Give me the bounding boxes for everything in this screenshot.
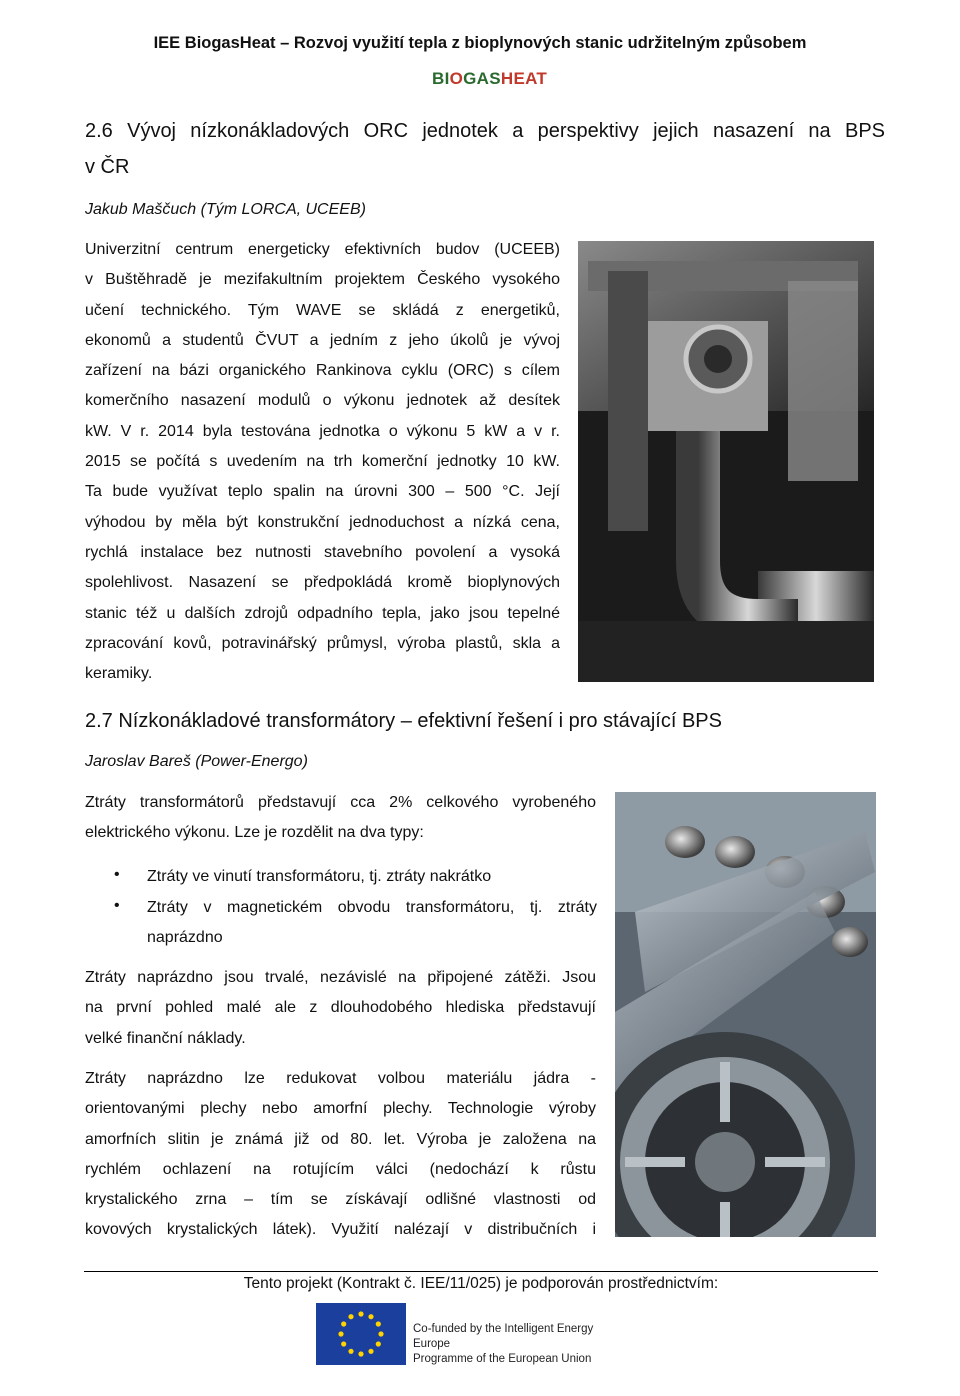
orc-unit-illustration	[578, 241, 874, 682]
eu-star	[341, 1321, 346, 1326]
eu-star	[338, 1331, 343, 1336]
orc-unit-photo	[578, 241, 874, 682]
text-line: učení technického. Tým WAVE se skládá z energetiků,	[85, 301, 560, 319]
bullet-icon: •	[114, 897, 120, 914]
section-2-7-paragraph-2	[85, 963, 596, 1054]
eu-star	[376, 1341, 381, 1346]
bullet-icon: •	[114, 866, 120, 883]
text-line: spolehlivost. Nasazení se předpokládá kromě bioplynových	[85, 574, 560, 592]
eu-cofunding-logo	[316, 1303, 606, 1365]
text-line: v Buštěhradě je mezifakultním projektem Českého vysokého	[85, 271, 560, 289]
eu-star	[341, 1341, 346, 1346]
text-line: zařízení na bázi organického Rankinova cyklu (ORC) s cílem	[85, 362, 560, 380]
bullet-item: Ztráty v magnetickém obvodu transformátoru, tj. ztráty	[147, 899, 597, 916]
document-header-title: IEE BiogasHeat – Rozvoj využití tepla z bioplynových stanic udržitelným způsobem	[153, 34, 807, 52]
eu-star	[368, 1349, 373, 1354]
text-line: Ztráty naprázdno lze redukovat volbou materiálu jádra -	[85, 1070, 596, 1087]
ribbon-production-illustration	[615, 792, 876, 1237]
section-2-7-heading: 2.7 Nízkonákladové transformátory – efektivní řešení i pro stávající BPS	[85, 710, 722, 732]
text-line: amorfních slitin je známá již od 80. let. Výroba je založena na	[85, 1130, 596, 1148]
bullet-item: Ztráty ve vinutí transformátoru, tj. ztráty nakrátko	[147, 868, 492, 885]
section-2-7-intro	[85, 788, 596, 849]
text-line: rychlá instalace bez nutnosti stavebního povolení a vysoká	[85, 543, 560, 561]
text-line: krystalického zrna – tím se získávají odlišné vlastnosti od	[85, 1191, 596, 1209]
text-line: 2015 se počítá s uvedením na trh komerční jednotky 10 kW.	[85, 453, 560, 471]
text-line: Univerzitní centrum energeticky efektivních budov (UCEEB)	[85, 241, 560, 258]
footer-divider	[84, 1271, 878, 1272]
section-2-6-paragraph	[85, 235, 560, 689]
text-line: zpracování kovů, potravinářský průmysl, výroba plastů, skla a	[85, 634, 560, 652]
text-line: kW. V r. 2014 byla testována jednotka o výkonu 5 kW a v r.	[85, 422, 560, 440]
eu-flag-icon	[316, 1303, 406, 1365]
eu-funding-line-2: Programme of the European Union	[413, 1353, 592, 1365]
bullet-item-cont: naprázdno	[147, 929, 223, 946]
eu-star	[348, 1349, 353, 1354]
text-line: komerčního nasazení modulů o výkonu jednotek až desítek	[85, 392, 560, 410]
section-2-7-paragraph-3	[85, 1064, 596, 1246]
text-line: výhodou by měla být konstrukční jednoduchost a nízká cena,	[85, 513, 560, 531]
section-2-6-heading-cont: v ČR	[85, 156, 130, 178]
eu-star	[368, 1314, 373, 1319]
eu-star	[378, 1331, 383, 1336]
eu-funding-line-1: Co-funded by the Intelligent Energy Europe	[413, 1323, 594, 1350]
text-line: orientovanými plechy nebo amorfní plechy. Technologie výroby	[85, 1100, 596, 1118]
text-line: keramiky.	[85, 665, 153, 683]
text-line: velké finanční náklady.	[85, 1029, 246, 1047]
eu-star	[358, 1311, 363, 1316]
text-line: elektrického výkonu. Lze je rozdělit na dva typy:	[85, 824, 424, 842]
text-line: Ztráty naprázdno jsou trvalé, nezávislé na připojené zátěži. Jsou	[85, 969, 596, 986]
text-line: kovových krystalických látek). Využití nalézají v distribučních i	[85, 1221, 596, 1239]
biogasheat-logo: BIOGASHEAT	[432, 69, 548, 88]
text-line: stanic též u dalších zdrojů odpadního tepla, jako jsou tepelné	[85, 604, 560, 622]
text-line: ekonomů a studentů ČVUT a jedním z jeho úkolů je vývoj	[85, 331, 560, 349]
section-2-6-heading: 2.6 Vývoj nízkonákladových ORC jednotek a perspektivy jejich nasazení na BPS	[85, 120, 885, 142]
section-2-6-author: Jakub Maščuch (Tým LORCA, UCEEB)	[85, 201, 366, 218]
section-2-7-author: Jaroslav Bareš (Power-Energo)	[85, 753, 308, 770]
text-line: na první pohled malé ale z dlouhodobého hlediska představují	[85, 999, 596, 1017]
footer-support-text: Tento projekt (Kontrakt č. IEE/11/025) je podporován prostřednictvím:	[243, 1275, 719, 1292]
eu-star	[376, 1321, 381, 1326]
text-line: Ta bude využívat teplo spalin na úrovni 300 – 500 °C. Její	[85, 483, 560, 501]
text-line: Ztráty transformátorů představují cca 2% celkového vyrobeného	[85, 794, 596, 811]
eu-star	[348, 1314, 353, 1319]
eu-star	[358, 1351, 363, 1356]
text-line: rychlém ochlazení na rotujícím válci (nedochází k růstu	[85, 1160, 596, 1178]
amorphous-ribbon-photo	[615, 792, 876, 1237]
